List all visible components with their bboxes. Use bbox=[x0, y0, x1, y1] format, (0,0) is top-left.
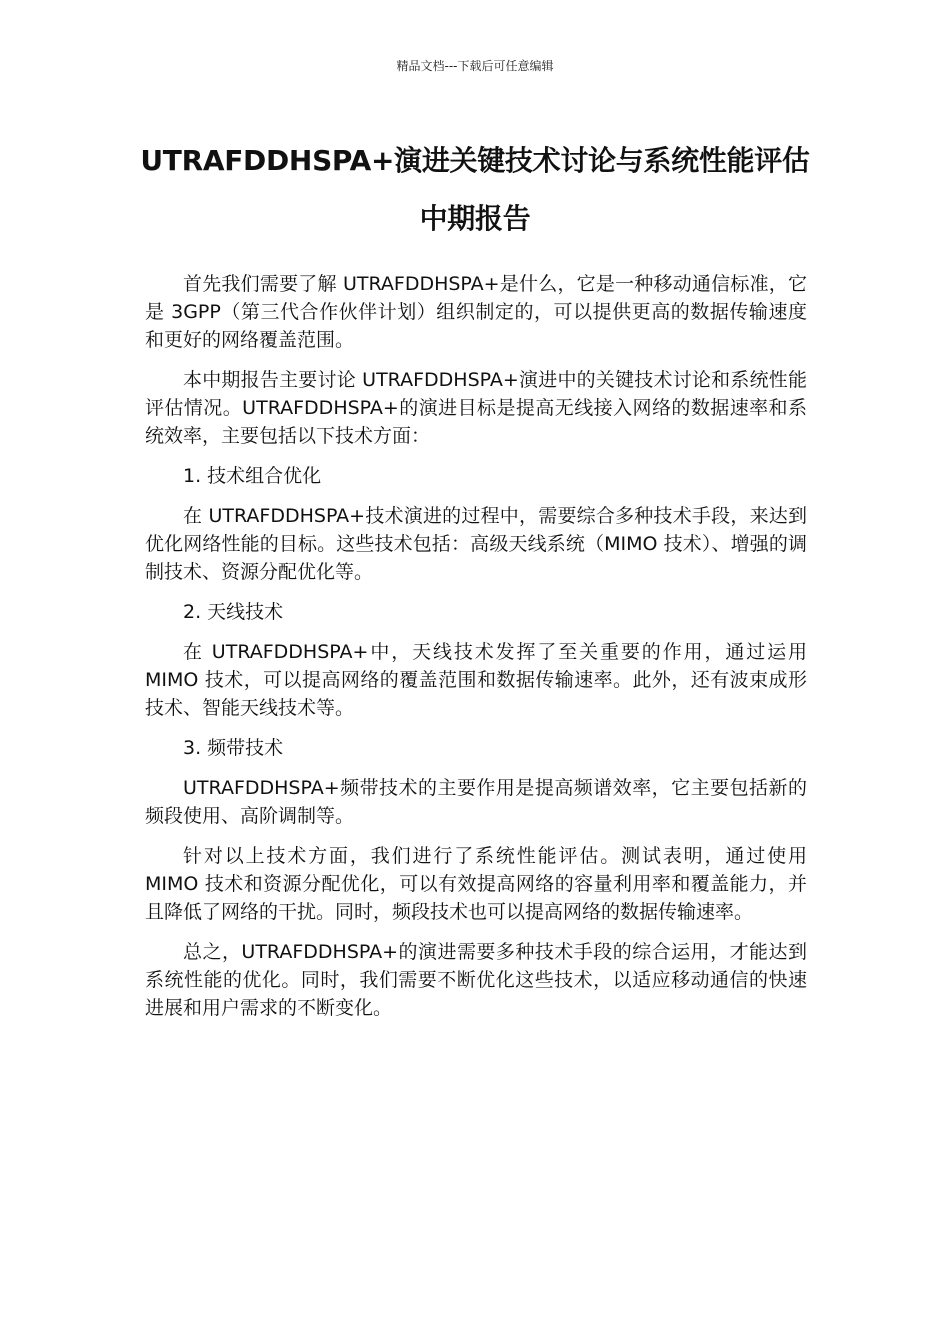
paragraph-intro: 首先我们需要了解 UTRAFDDHSPA+是什么，它是一种移动通信标准，它是 3GPP（第三代合作伙伴计划）组织制定的，可以提供更高的数据传输速度和更好的网络覆盖范围。 bbox=[145, 273, 807, 351]
document-body bbox=[145, 270, 807, 1034]
paragraph-frequency-band: UTRAFDDHSPA+频带技术的主要作用是提高频谱效率，它主要包括新的频段使用、高阶调制等。 bbox=[145, 777, 807, 827]
paragraph-evaluation: 针对以上技术方面，我们进行了系统性能评估。测试表明，通过使用 MIMO 技术和资源分配优化，可以有效提高网络的容量利用率和覆盖能力，并且降低了网络的干扰。同时，频段技术也可以提高网络的数据传输速率。 bbox=[145, 845, 807, 923]
paragraph-antenna: 在 UTRAFDDHSPA+中，天线技术发挥了至关重要的作用，通过运用 MIMO 技术，可以提高网络的覆盖范围和数据传输速率。此外，还有波束成形技术、智能天线技术等。 bbox=[145, 641, 807, 719]
paragraph-tech-combination: 在 UTRAFDDHSPA+技术演进的过程中，需要综合多种技术手段，来达到优化网络性能的目标。这些技术包括：高级天线系统（MIMO 技术）、增强的调制技术、资源分配优化等。 bbox=[145, 505, 807, 583]
section-heading-frequency-band: 3. 频带技术 bbox=[183, 737, 284, 759]
paragraph-conclusion: 总之，UTRAFDDHSPA+的演进需要多种技术手段的综合运用，才能达到系统性能的优化。同时，我们需要不断优化这些技术，以适应移动通信的快速进展和用户需求的不断变化。 bbox=[145, 941, 807, 1019]
section-heading-antenna: 2. 天线技术 bbox=[183, 601, 284, 623]
paragraph-overview: 本中期报告主要讨论 UTRAFDDHSPA+演进中的关键技术讨论和系统性能评估情况。UTRAFDDHSPA+的演进目标是提高无线接入网络的数据速率和系统效率，主要包括以下技术方面： bbox=[145, 369, 807, 447]
section-heading-tech-combination: 1. 技术组合优化 bbox=[183, 465, 322, 487]
page-header: 精品文档---下载后可任意编辑 bbox=[396, 59, 554, 73]
document-title: UTRAFDDHSPA+演进关键技术讨论与系统性能评估中期报告 bbox=[140, 144, 810, 235]
